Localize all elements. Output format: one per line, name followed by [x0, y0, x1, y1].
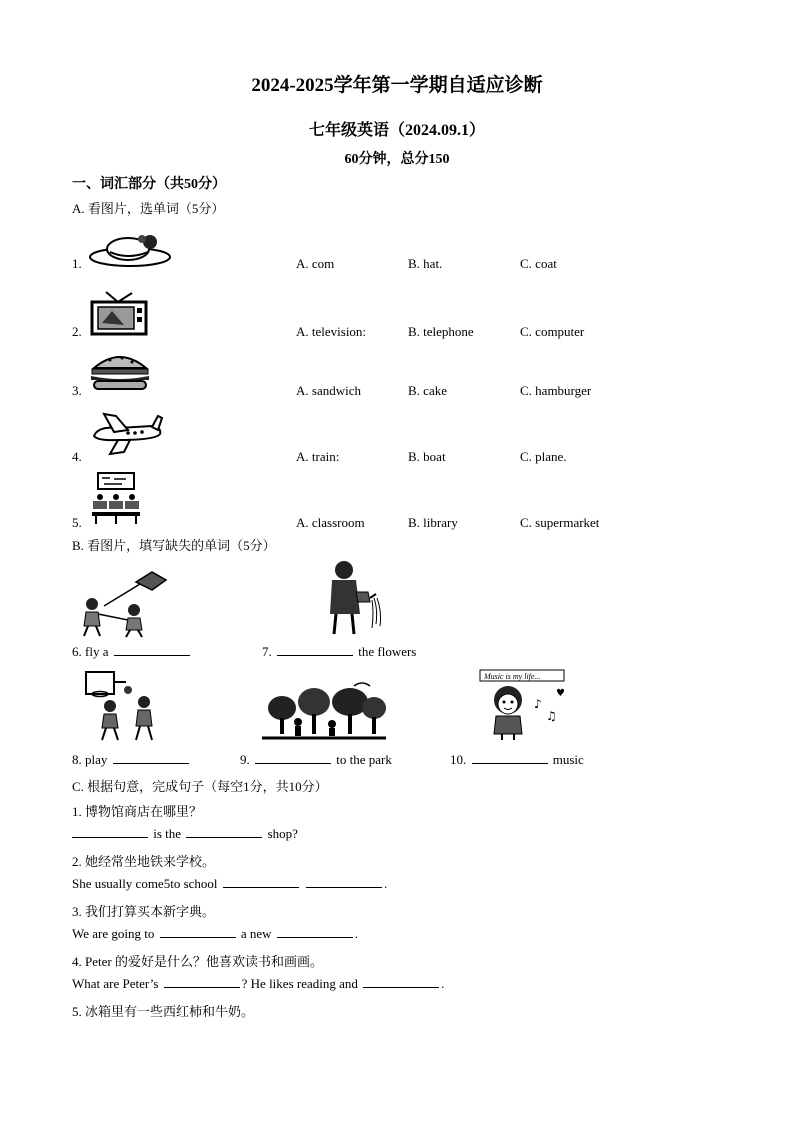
option-c: C. computer: [520, 324, 585, 339]
q1-chinese: 1. 博物馆商店在哪里？: [72, 804, 203, 819]
q2-end: .: [384, 876, 388, 891]
answer-blank[interactable]: [223, 876, 299, 888]
svg-text:♪: ♪: [534, 697, 542, 711]
option-a: A. com: [296, 256, 335, 271]
item-number: 4.: [72, 449, 82, 464]
q1-mid: is the: [153, 826, 182, 841]
q2-pre: She usually come5to school: [72, 876, 218, 891]
answer-blank[interactable]: [113, 752, 189, 764]
option-b: B. cake: [408, 383, 447, 398]
park-picture: [262, 680, 386, 742]
q3-pre: We are going to: [72, 926, 155, 941]
kite-picture: [74, 568, 170, 638]
answer-blank[interactable]: [472, 752, 548, 764]
q3-chinese: 3. 我们打算买本新字典。: [72, 904, 216, 919]
q2-english: [72, 876, 387, 892]
q6-text: 6. fly a: [72, 644, 109, 659]
sectionC-heading: C. 根据句意，完成句子（每空1分，共10分）: [72, 779, 328, 794]
option-a: A. classroom: [296, 515, 365, 530]
question-6: [72, 644, 192, 660]
q3-end: .: [354, 926, 359, 941]
item-number: 2.: [72, 324, 82, 339]
q9-number: 9.: [240, 752, 250, 767]
answer-blank[interactable]: [255, 752, 331, 764]
television-picture: [88, 290, 150, 338]
watering-flowers-picture: [322, 558, 384, 638]
option-b: B. hat.: [408, 256, 443, 271]
q1-end: shop?: [267, 826, 298, 841]
q10-number: 10.: [450, 752, 467, 767]
page-subtitle: 七年级英语（2024.09.1）: [308, 122, 485, 139]
hat-picture: [88, 230, 172, 270]
answer-blank[interactable]: [164, 976, 240, 988]
q4-pre: What are Peter’s: [72, 976, 159, 991]
q4-end: .: [441, 976, 445, 991]
basketball-picture: [80, 668, 170, 744]
question-10: [450, 752, 584, 768]
answer-blank[interactable]: [363, 976, 439, 988]
question-9: [240, 752, 392, 768]
q2-chinese: 2. 她经常坐地铁来学校。: [72, 854, 216, 869]
answer-blank[interactable]: [277, 644, 353, 656]
answer-blank[interactable]: [306, 876, 382, 888]
part1-heading: 一、词汇部分（共50分）: [72, 177, 226, 192]
sectionA-heading: A. 看图片，选单词（5分）: [72, 201, 225, 216]
option-c: C. hamburger: [520, 383, 592, 398]
poster-caption: Music is my life...: [484, 672, 541, 681]
svg-text:♥: ♥: [556, 688, 565, 699]
q9-text: to the park: [336, 752, 392, 767]
answer-blank[interactable]: [114, 644, 190, 656]
q4-chinese: 4. Peter 的爱好是什么？他喜欢读书和画画。: [72, 954, 323, 969]
sectionB-heading: B. 看图片，填写缺失的单词（5分）: [72, 538, 276, 553]
option-c: C. supermarket: [520, 515, 600, 530]
q7-text: the flowers: [358, 644, 417, 659]
plane-picture: [88, 410, 164, 456]
question-8: [72, 752, 191, 768]
q8-text: 8. play: [72, 752, 108, 767]
q10-text: music: [552, 752, 584, 767]
question-7: [262, 644, 416, 660]
answer-blank[interactable]: [160, 926, 236, 938]
exam-info: 60分钟，总分150: [344, 152, 450, 167]
option-c: C. plane.: [520, 449, 567, 464]
q4-english: [72, 976, 444, 992]
classroom-picture: [88, 470, 144, 526]
q3-mid: a new: [240, 926, 272, 941]
svg-text:♫: ♫: [546, 709, 557, 723]
item-number: 5.: [72, 515, 82, 530]
q3-english: [72, 926, 358, 942]
item-number: 3.: [72, 383, 82, 398]
q4-mid: ? He likes reading and: [241, 976, 358, 991]
page-title: 2024-2025学年第一学期自适应诊断: [251, 75, 543, 96]
item-number: 1.: [72, 256, 82, 271]
option-b: B. boat: [408, 449, 446, 464]
option-a: A. train:: [296, 449, 340, 464]
answer-blank[interactable]: [186, 826, 262, 838]
answer-blank[interactable]: [72, 826, 148, 838]
option-b: B. library: [408, 515, 458, 530]
q1-english: [72, 826, 298, 842]
option-a: A. sandwich: [296, 383, 361, 398]
answer-blank[interactable]: [277, 926, 353, 938]
option-a: A. television:: [296, 324, 367, 339]
option-b: B. telephone: [408, 324, 474, 339]
q7-number: 7.: [262, 644, 272, 659]
hamburger-picture: [88, 350, 152, 392]
option-c: C. coat: [520, 256, 557, 271]
q5-chinese: 5. 冰箱里有一些西红柿和牛奶。: [72, 1004, 255, 1019]
music-picture: [476, 666, 572, 742]
